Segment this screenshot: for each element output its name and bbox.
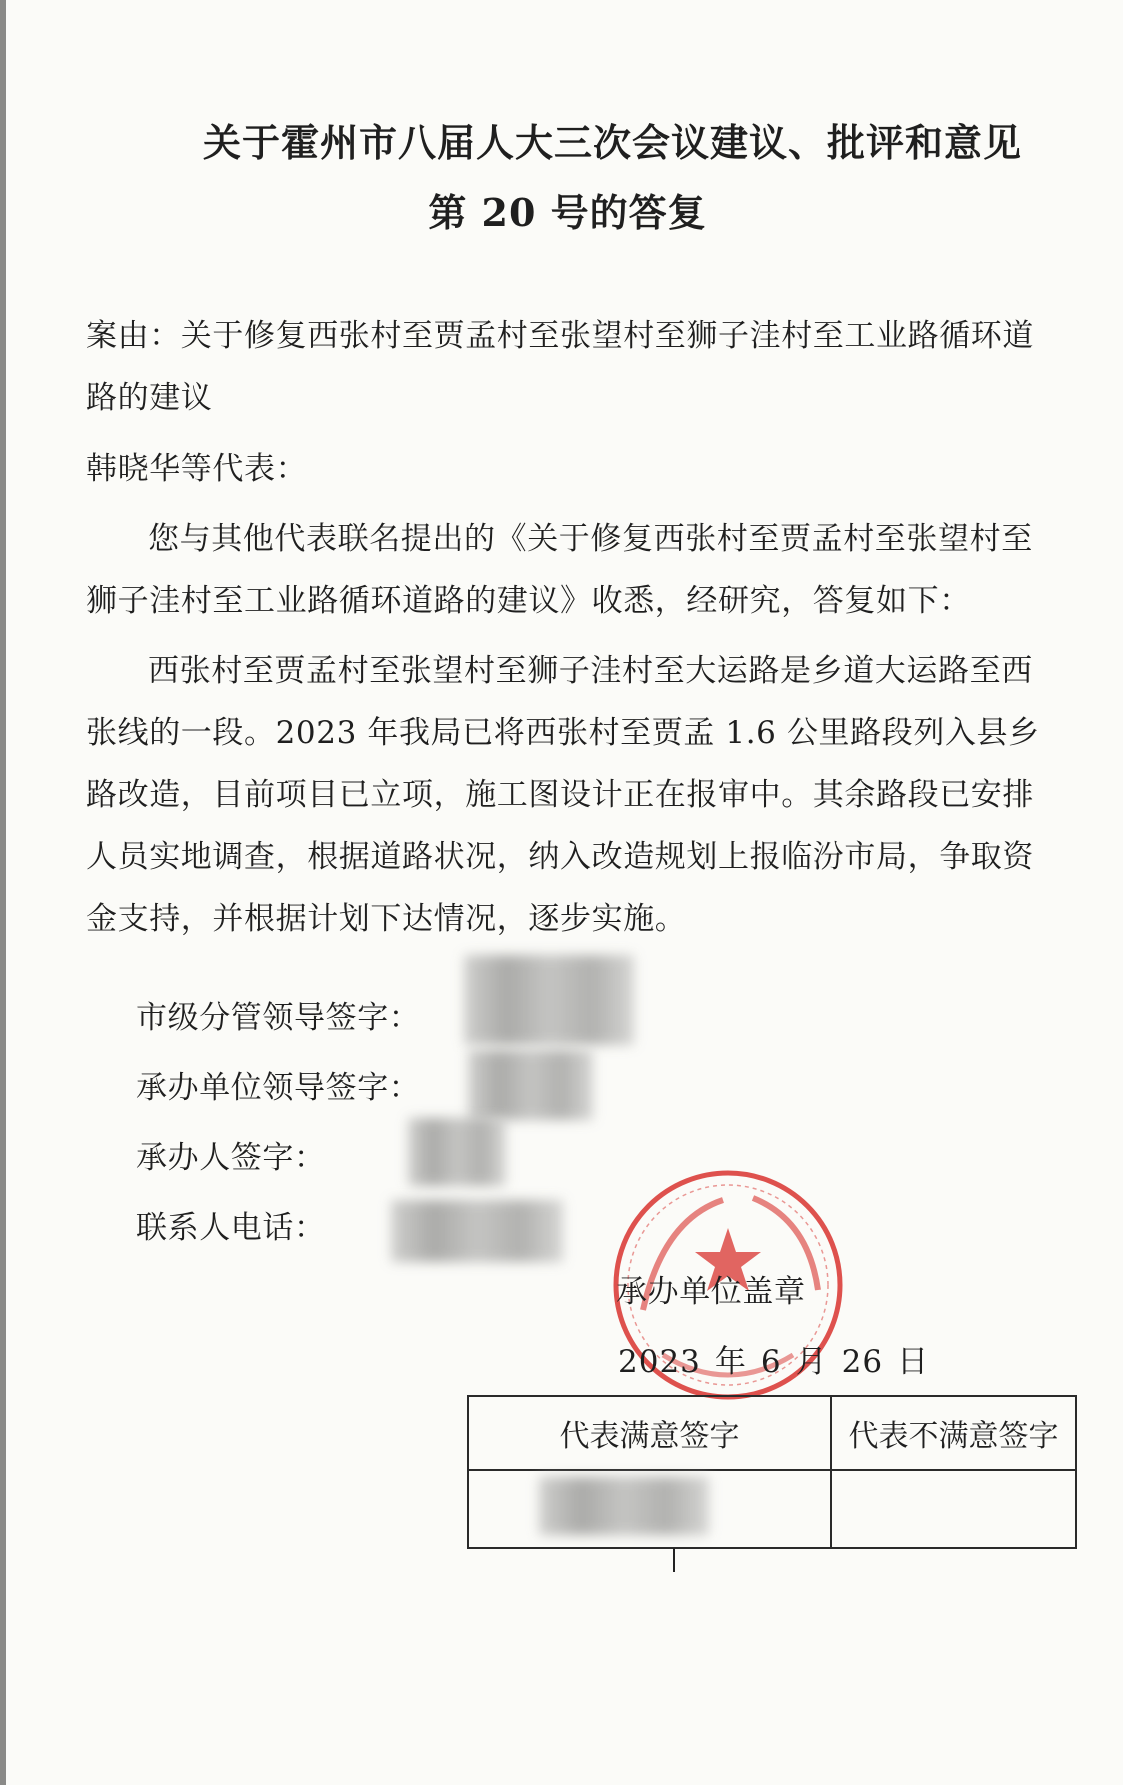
redacted-unit-leader-signature (468, 1050, 593, 1120)
document-title-line1: 关于霍州市八届人大三次会议建议、批评和意见 (202, 120, 1022, 165)
city-leader-signature-label: 市级分管领导签字： (136, 1000, 421, 1036)
redacted-satisfied-signature (539, 1477, 709, 1535)
satisfied-signature-cell (468, 1470, 831, 1548)
date-year: 2023 (618, 1344, 701, 1380)
case-text: 案由：关于修复西张村至贾孟村至张望村至狮子洼村至工业路循环道路的建议 (86, 318, 1034, 416)
document-title-line2: 第 20 号的答复 (428, 190, 707, 235)
reply-date (618, 1336, 943, 1381)
reply-paragraph-2: 西张村至贾孟村至张望村至狮子洼村至大运路是乡道大运路至西张线的一段。2023 年我局已将西张村至贾孟 1.6 公里路段列入县乡路改造，目前项目已立项，施工图设计正在报审中。其余路段已安排人员实地调查，根据道路状况，纳入改造规划上报临汾市局，争取资金支持，并根据计划下达情况，逐步实施。 (86, 653, 1040, 937)
reply-paragraph-1: 您与其他代表联名提出的《关于修复西张村至贾孟村至张望村至狮子洼村至工业路循环道路的建议》收悉，经研究，答复如下： (86, 521, 1033, 619)
handler-signature-label: 承办人签字： (136, 1140, 326, 1176)
greeting: 韩晓华等代表： (86, 451, 308, 487)
unsatisfied-header: 代表不满意签字 (831, 1396, 1076, 1470)
redacted-city-leader-signature (464, 955, 634, 1045)
date-year-unit: 年 (714, 1344, 747, 1380)
unit-leader-signature-label: 承办单位领导签字： (136, 1070, 421, 1106)
stamp-label: 承办单位盖章 (616, 1274, 806, 1310)
date-month: 6 (760, 1344, 782, 1380)
date-month-unit: 月 (795, 1344, 828, 1380)
pen-mark (673, 1548, 675, 1572)
satisfaction-table (467, 1395, 1077, 1549)
contact-phone-label: 联系人电话： (136, 1210, 326, 1246)
satisfied-header: 代表满意签字 (468, 1396, 831, 1470)
redacted-contact-phone (391, 1200, 563, 1262)
date-day: 26 (841, 1344, 884, 1380)
unsatisfied-signature-cell (831, 1470, 1076, 1548)
date-day-unit: 日 (897, 1344, 930, 1380)
redacted-handler-signature (408, 1118, 506, 1186)
